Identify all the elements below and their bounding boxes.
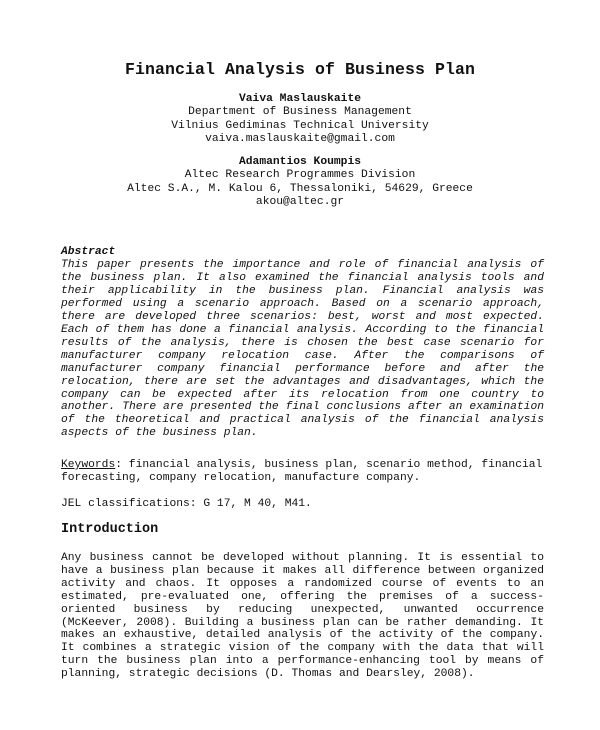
author-email: akou@altec.gr: [255, 195, 345, 208]
keywords-label: Keywords: [61, 459, 116, 471]
keywords-text: : financial analysis, business plan, scenario method, financial forecasting, company relocation, manufacture company.: [61, 459, 543, 484]
author-institution: Altec S.A., M. Kalou 6, Thessaloniki, 54629, Greece: [127, 182, 473, 195]
author-email: vaiva.maslauskaite@gmail.com: [205, 132, 395, 145]
abstract-heading: Abstract: [61, 246, 116, 258]
author-block-2: [0, 156, 600, 209]
abstract-text: This paper presents the importance and role of financial analysis of the business plan. It also examined the financial analysis tools and their applicability in the business plan. Financial analysis was performed using a scenario approach. Based on a scenario approach, there are developed three scenarios: best, worst and most expected. Each of them has done a financial analysis. According to the financial results of the analysis, there is chosen the best case scenario for manufacturer company relocation case. After the comparisons of manufacturer company financial performance before and after the relocation, there are set the advantages and disadvantages, which the company can be expected after its relocation from one country to another. There are presented the final conclusions after an examination of the theoretical and practical analysis of the financial analysis aspects of the business plan.: [61, 259, 544, 440]
author-institution: Vilnius Gediminas Technical University: [171, 119, 429, 132]
author-name: Vaiva Maslauskaite: [238, 93, 362, 105]
jel-classifications: JEL classifications: G 17, M 40, M41.: [61, 498, 312, 510]
introduction-text: Any business cannot be developed without planning. It is essential to have a business plan because it makes all difference between organized activity and chaos. It opposes a randomized course of events to an estimated, pre-evaluated one, offering the premises of a success-oriented business by reducing unexpected, unwanted occurrence (McKeever, 2008). Building a business plan can be rather demanding. It makes an exhaustive, detailed analysis of the activity of the company. It combines a strategic vision of the company with the data that will turn the business plan into a performance-enhancing tool by means of planning, strategic decisions (D. Thomas and Dearsley, 2008).: [61, 552, 544, 681]
author-block-1: [0, 93, 600, 146]
author-department: Altec Research Programmes Division: [184, 169, 416, 182]
author-name: Adamantios Koumpis: [238, 156, 362, 168]
section-heading-introduction: Introduction: [61, 522, 159, 537]
paper-title: Financial Analysis of Business Plan: [124, 60, 476, 79]
keywords-paragraph: [61, 459, 544, 485]
author-department: Department of Business Management: [188, 106, 412, 119]
